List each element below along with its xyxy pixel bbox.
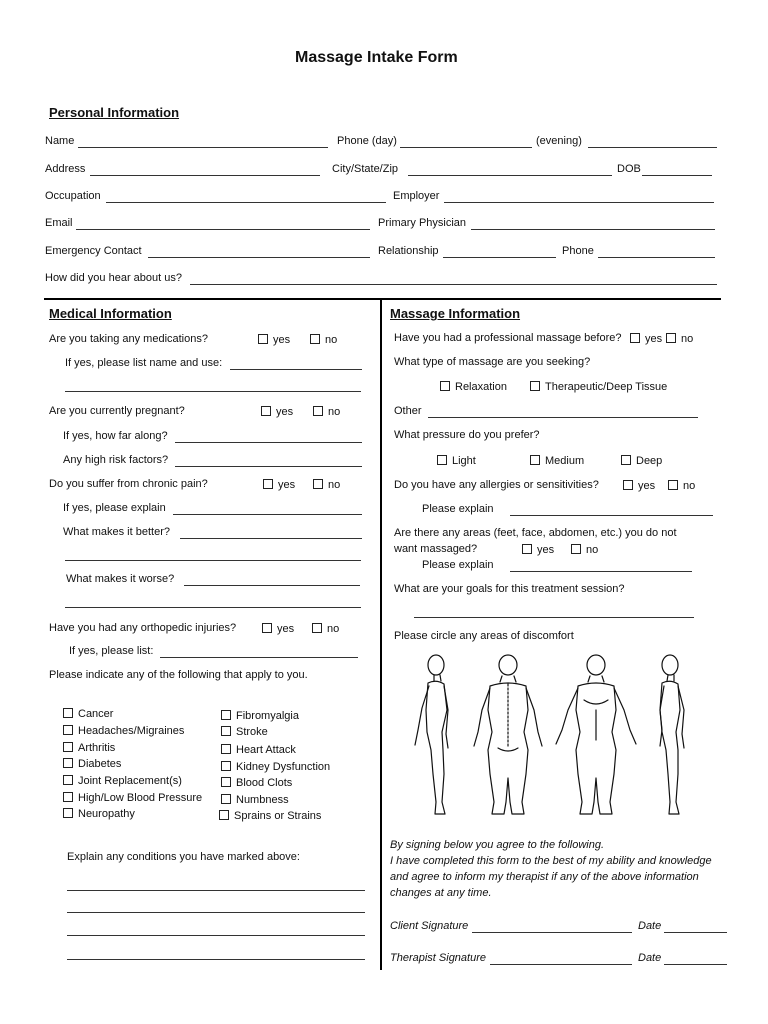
phone-evening-label: (evening) <box>536 135 582 147</box>
agree-line-3: and agree to inform my therapist if any of the above information <box>390 871 699 883</box>
worse-field-2[interactable] <box>65 607 361 608</box>
pain-yes-checkbox[interactable]: yes <box>263 479 295 491</box>
city-label: City/State/Zip <box>332 163 399 175</box>
ortho-yes-checkbox[interactable]: yes <box>262 623 294 635</box>
condition-checkbox[interactable]: Blood Clots <box>221 777 292 789</box>
better-field[interactable] <box>180 538 362 539</box>
allergy-question: Do you have any allergies or sensitivities? <box>394 479 599 491</box>
dob-label: DOB <box>617 163 641 175</box>
explain-line[interactable] <box>67 890 365 891</box>
page-title: Massage Intake Form <box>295 49 458 66</box>
relationship-label: Relationship <box>378 245 439 257</box>
client-signature-field[interactable] <box>472 932 632 933</box>
therapist-signature-field[interactable] <box>490 964 632 965</box>
relationship-field[interactable] <box>443 257 556 258</box>
condition-checkbox[interactable]: Stroke <box>221 726 268 738</box>
pain-no-checkbox[interactable]: no <box>313 479 340 491</box>
explain-line[interactable] <box>67 935 365 936</box>
city-field[interactable] <box>408 175 612 176</box>
meds-list-field-2[interactable] <box>65 391 361 392</box>
client-signature-label: Client Signature <box>390 920 469 932</box>
body-front-view <box>556 655 636 814</box>
risk-field[interactable] <box>175 466 362 467</box>
therapist-date-label: Date <box>638 952 662 964</box>
body-side-view-left <box>415 655 448 814</box>
ortho-list-field[interactable] <box>160 657 358 658</box>
circle-label: Please circle any areas of discomfort <box>394 630 574 642</box>
prof-yes-checkbox[interactable]: yes <box>630 333 662 345</box>
condition-checkbox[interactable]: Numbness <box>221 794 289 806</box>
better-label: What makes it better? <box>63 526 170 538</box>
agree-line-1: By signing below you agree to the following. <box>390 839 605 851</box>
agree-line-2: I have completed this form to the best of my ability and knowledge <box>390 855 712 867</box>
goals-field[interactable] <box>414 617 694 618</box>
allergy-no-checkbox[interactable]: no <box>668 480 695 492</box>
worse-label: What makes it worse? <box>66 573 175 585</box>
phone-field[interactable] <box>598 257 715 258</box>
client-date-label: Date <box>638 920 662 932</box>
pregnant-no-checkbox[interactable]: no <box>313 406 340 418</box>
hear-field[interactable] <box>190 284 717 285</box>
phone-label: Phone <box>562 245 594 257</box>
type-question: What type of massage are you seeking? <box>394 356 591 368</box>
explain-conditions-label: Explain any conditions you have marked above: <box>67 851 300 863</box>
meds-question: Are you taking any medications? <box>49 333 208 345</box>
relaxation-checkbox[interactable]: Relaxation <box>440 381 507 393</box>
body-side-view-right <box>660 655 684 814</box>
other-label: Other <box>394 405 422 417</box>
address-field[interactable] <box>90 175 320 176</box>
pregnant-question: Are you currently pregnant? <box>49 405 185 417</box>
pain-explain-field[interactable] <box>173 514 362 515</box>
emergency-field[interactable] <box>148 257 370 258</box>
email-label: Email <box>45 217 73 229</box>
explain-line[interactable] <box>67 912 365 913</box>
physician-label: Primary Physician <box>378 217 467 229</box>
allergy-explain-field[interactable] <box>510 515 713 516</box>
condition-checkbox[interactable]: Diabetes <box>63 758 121 770</box>
risk-label: Any high risk factors? <box>63 454 169 466</box>
phone-day-field[interactable] <box>400 147 532 148</box>
therapist-date-field[interactable] <box>664 964 727 965</box>
ortho-question: Have you had any orthopedic injuries? <box>49 622 237 634</box>
meds-yes-checkbox[interactable]: yes <box>258 334 290 346</box>
prof-no-checkbox[interactable]: no <box>666 333 693 345</box>
how-far-label: If yes, how far along? <box>63 430 168 442</box>
how-far-field[interactable] <box>175 442 362 443</box>
occupation-field[interactable] <box>106 202 386 203</box>
email-field[interactable] <box>76 229 370 230</box>
areas-no-checkbox[interactable]: no <box>571 544 598 556</box>
pressure-question: What pressure do you prefer? <box>394 429 540 441</box>
other-field[interactable] <box>428 417 698 418</box>
condition-checkbox[interactable]: Headaches/Migraines <box>63 725 184 737</box>
physician-field[interactable] <box>471 229 715 230</box>
areas-explain-field[interactable] <box>510 571 692 572</box>
deep-checkbox[interactable]: Deep <box>621 455 662 467</box>
meds-no-checkbox[interactable]: no <box>310 334 337 346</box>
pregnant-yes-checkbox[interactable]: yes <box>261 406 293 418</box>
column-divider <box>380 300 382 970</box>
ortho-no-checkbox[interactable]: no <box>312 623 339 635</box>
body-back-view <box>474 655 542 814</box>
employer-field[interactable] <box>444 202 714 203</box>
occupation-label: Occupation <box>45 190 101 202</box>
pain-explain-label: If yes, please explain <box>63 502 166 514</box>
ortho-list-label: If yes, please list: <box>69 645 154 657</box>
allergy-yes-checkbox[interactable]: yes <box>623 480 655 492</box>
dob-field[interactable] <box>642 175 712 176</box>
phone-evening-field[interactable] <box>588 147 717 148</box>
condition-checkbox[interactable]: Fibromyalgia <box>221 710 299 722</box>
goals-question: What are your goals for this treatment session? <box>394 583 625 595</box>
medium-checkbox[interactable]: Medium <box>530 455 584 467</box>
condition-checkbox[interactable]: Kidney Dysfunction <box>221 761 330 773</box>
condition-checkbox[interactable]: Cancer <box>63 708 113 720</box>
explain-line[interactable] <box>67 959 365 960</box>
hear-label: How did you hear about us? <box>45 272 182 284</box>
condition-checkbox[interactable]: Sprains or Strains <box>219 810 321 822</box>
name-label: Name <box>45 135 75 147</box>
meds-list-field[interactable] <box>230 369 362 370</box>
massage-heading: Massage Information <box>390 306 521 321</box>
medical-heading: Medical Information <box>49 306 172 321</box>
name-field[interactable] <box>78 147 328 148</box>
section-divider <box>44 298 721 300</box>
pain-question: Do you suffer from chronic pain? <box>49 478 208 490</box>
areas-question-2: want massaged? <box>394 543 478 555</box>
employer-label: Employer <box>393 190 440 202</box>
agree-line-4: changes at any time. <box>390 887 492 899</box>
areas-explain-label: Please explain <box>422 559 494 571</box>
areas-question-1: Are there any areas (feet, face, abdomen, etc.) you do not <box>394 527 677 539</box>
condition-checkbox[interactable]: Heart Attack <box>221 744 296 756</box>
worse-field[interactable] <box>184 585 360 586</box>
condition-checkbox[interactable]: High/Low Blood Pressure <box>63 792 202 804</box>
prof-massage-question: Have you had a professional massage before? <box>394 332 622 344</box>
body-diagram[interactable] <box>398 650 718 822</box>
client-date-field[interactable] <box>664 932 727 933</box>
condition-checkbox[interactable]: Joint Replacement(s) <box>63 775 182 787</box>
therapeutic-checkbox[interactable]: Therapeutic/Deep Tissue <box>530 381 667 393</box>
better-field-2[interactable] <box>65 560 361 561</box>
emergency-label: Emergency Contact <box>45 245 142 257</box>
personal-heading: Personal Information <box>49 105 180 120</box>
therapist-signature-label: Therapist Signature <box>390 952 486 964</box>
meds-list-label: If yes, please list name and use: <box>65 357 223 369</box>
condition-checkbox[interactable]: Arthritis <box>63 742 115 754</box>
areas-yes-checkbox[interactable]: yes <box>522 544 554 556</box>
condition-checkbox[interactable]: Neuropathy <box>63 808 135 820</box>
address-label: Address <box>45 163 86 175</box>
indicate-label: Please indicate any of the following that apply to you. <box>49 669 308 681</box>
light-checkbox[interactable]: Light <box>437 455 476 467</box>
allergy-explain-label: Please explain <box>422 503 494 515</box>
phone-day-label: Phone (day) <box>337 135 397 147</box>
